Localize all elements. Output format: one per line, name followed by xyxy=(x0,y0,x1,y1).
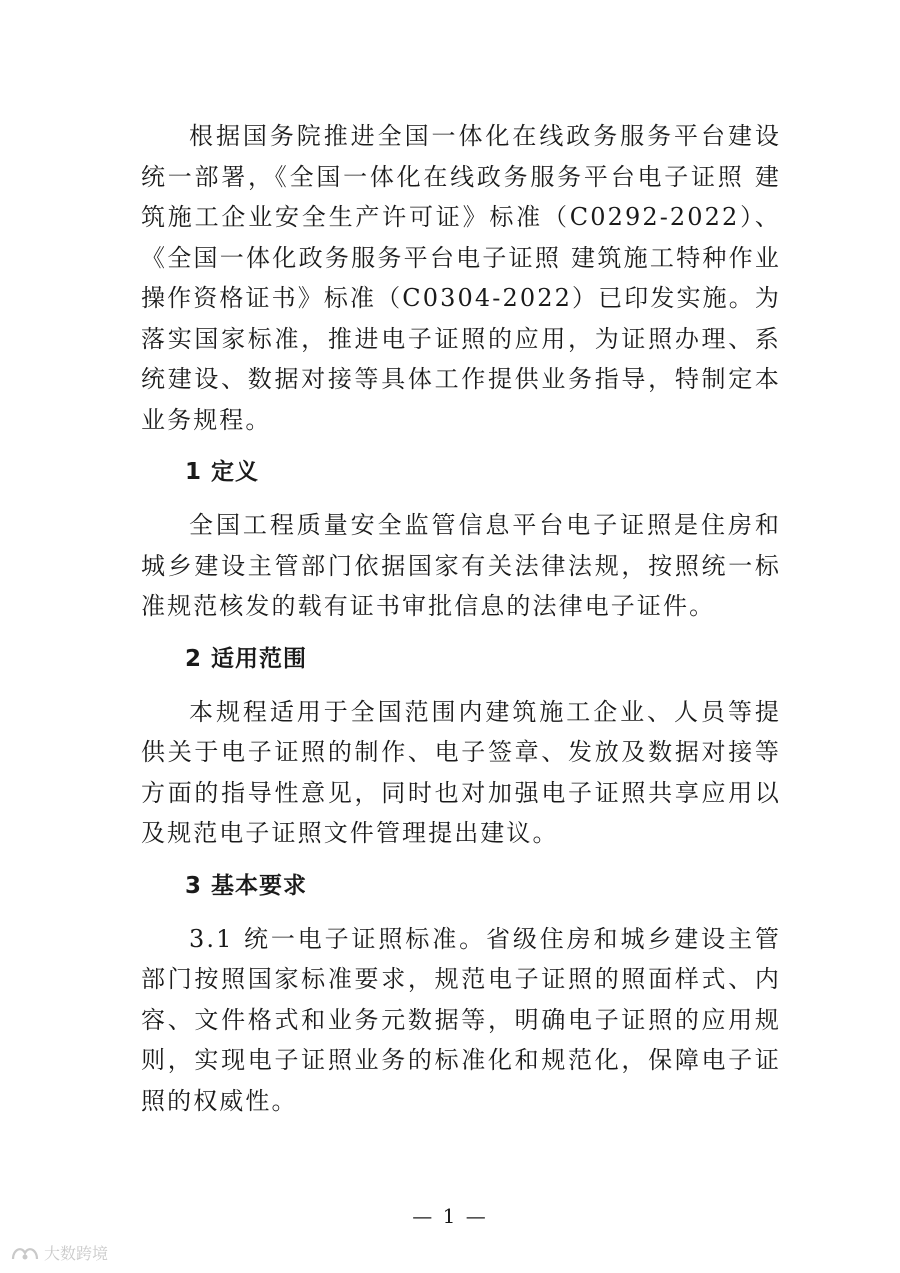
requirement-3-1-paragraph: 3.1 统一电子证照标准。省级住房和城乡建设主管部门按照国家标准要求，规范电子证照的照面样式、内容、文件格式和业务元数据等，明确电子证照的应用规则，实现电子证照业务的标准化和规范化，保障电子证照的权威性。 xyxy=(141,924,781,1115)
page-number: — 1 — xyxy=(412,1204,488,1228)
definition-paragraph: 全国工程质量安全监管信息平台电子证照是住房和城乡建设主管部门依据国家有关法律法规，按照统一标准规范核发的载有证书审批信息的法律电子证件。 xyxy=(141,511,781,620)
scope-paragraph: 本规程适用于全国范围内建筑施工企业、人员等提供关于电子证照的制作、电子签章、发放及数据对接等方面的指导性意见，同时也对加强电子证照共享应用以及规范电子证照文件管理提出建议。 xyxy=(141,697,781,847)
brand-logo-icon xyxy=(10,1243,40,1263)
section-heading-requirements: 3 基本要求 xyxy=(185,872,308,899)
document-body xyxy=(141,116,781,1133)
section-heading-definition: 1 定义 xyxy=(185,459,260,485)
section-heading-scope: 2 适用范围 xyxy=(185,645,308,672)
watermark xyxy=(10,1241,108,1264)
watermark-text: 大数跨境 xyxy=(44,1244,109,1263)
intro-paragraph: 根据国务院推进全国一体化在线政务服务平台建设统一部署，《全国一体化在线政务服务平台电子证照 建筑施工企业安全生产许可证》标准（C0292-2022）、《全国一体化政务服务平台电子证照 建筑施工特种作业操作资格证书》标准（C0304-2022）已印发实施。为落实国家标准，推进电子证照的应用，为证照办理、系统建设、数据对接等具体工作提供业务指导，特制定本业务规程。 xyxy=(141,122,781,434)
